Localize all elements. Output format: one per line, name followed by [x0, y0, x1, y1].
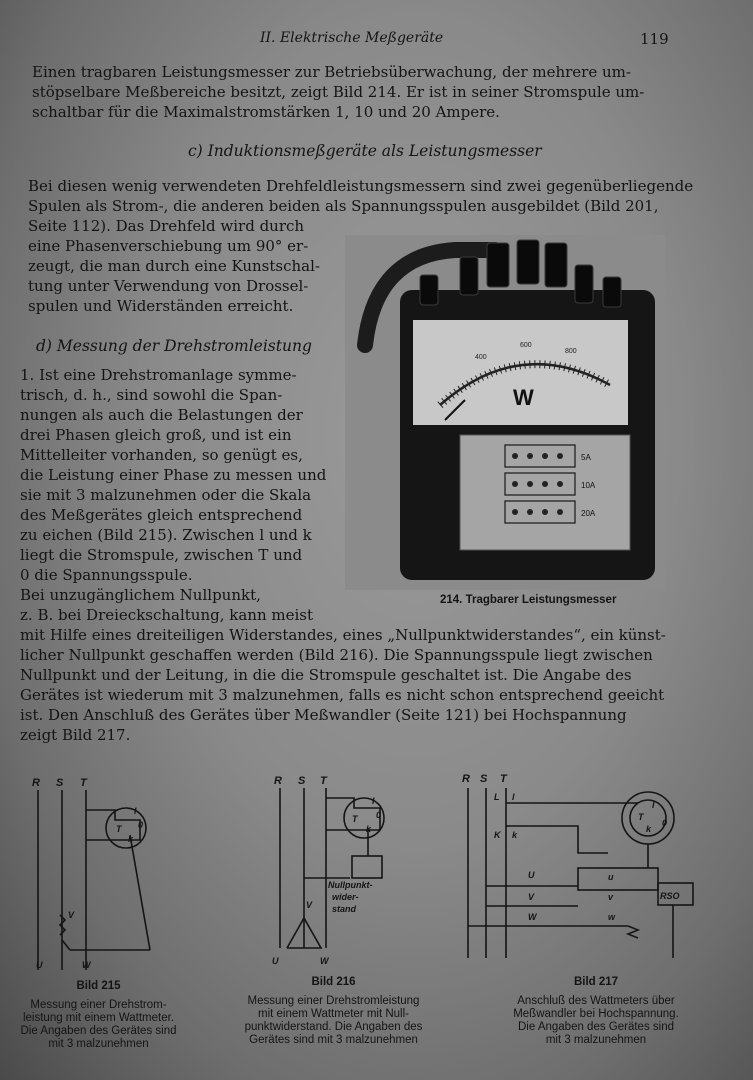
text-line: z. B. bei Dreieckschaltung, kann meist [20, 606, 314, 624]
text-line: Einen tragbaren Leistungsmesser zur Betriebsüberwachung, der mehrere um- [32, 63, 631, 81]
figure-title: Bild 215 [76, 980, 121, 992]
caption-line: mit 3 malzunehmen [545, 1034, 647, 1046]
running-title: II. Elektrische Meßgeräte [260, 30, 444, 46]
text-line: des Meßgerätes gleich entsprechend [20, 506, 303, 524]
coil-label: W [528, 912, 537, 922]
caption-line: Die Angaben des Gerätes sind [518, 1021, 674, 1033]
caption-line: mit einem Wattmeter mit Null- [257, 1008, 409, 1020]
phase-label: T [80, 777, 87, 789]
figure-caption-217 [480, 976, 712, 1047]
text-line: drei Phasen gleich groß, und ist ein [20, 426, 292, 444]
circuit-diagram-217 [458, 768, 698, 968]
text-line: zu eichen (Bild 215). Zwischen l und k [20, 526, 312, 544]
text-line: nungen als auch die Belastungen der [20, 406, 303, 424]
figure-caption-215 [6, 980, 191, 1051]
text-line: die Leistung einer Phase zu messen und [20, 466, 327, 484]
wattmeter-photo [345, 235, 665, 590]
coil-label: U [36, 960, 43, 970]
resistor-label: wider- [332, 892, 359, 902]
coil-label: U [272, 956, 279, 966]
range-label: 10A [581, 481, 596, 490]
range-plug-panel [460, 435, 630, 550]
meter-terminal-label: k [366, 824, 372, 834]
coil-label: U [528, 870, 535, 880]
ct-label: L [494, 792, 500, 802]
text-line: eine Phasenverschiebung um 90° er- [28, 237, 309, 255]
text-line: stöpselbare Meßbereiche besitzt, zeigt Bild 214. Er ist in seiner Stromspule um- [32, 83, 645, 101]
meter-terminal-label: T [638, 812, 644, 822]
text-line: mit Hilfe eines dreiteiligen Widerstandes, eines „Nullpunktwiderstandes“, ein künst- [20, 626, 666, 644]
text-line: 0 die Spannungsspule. [20, 566, 193, 584]
caption-line: Gerätes sind mit 3 malzunehmen [249, 1034, 418, 1046]
coil-label: W [320, 956, 329, 966]
section-d-heading: d) Messung der Drehstromleistung [36, 337, 312, 355]
intro-paragraph [32, 62, 644, 122]
caption-line: mit 3 malzunehmen [48, 1038, 149, 1050]
phase-label: T [320, 775, 327, 787]
meter-terminal-label: l [652, 800, 655, 810]
caption-line: Messung einer Drehstromleistung [247, 995, 420, 1007]
text-line: tung unter Verwendung von Drossel- [28, 277, 309, 295]
ct-label: l [512, 792, 515, 802]
meter-terminal-label: l [134, 806, 137, 816]
scale-label: 400 [475, 354, 487, 361]
text-line: zeigt Bild 217. [20, 726, 131, 744]
caption-line: punktwiderstand. Die Angaben des [244, 1021, 423, 1033]
resistor-label: stand [332, 904, 357, 914]
text-line: Spulen als Strom-, die anderen beiden als Spannungsspulen ausgebildet (Bild 201, [28, 197, 659, 215]
text-line: trisch, d. h., sind sowohl die Span- [20, 386, 283, 404]
ct-label: k [512, 830, 518, 840]
meter-terminal-label: T [116, 824, 122, 834]
text-line: zeugt, die man durch eine Kunstschal- [28, 257, 320, 275]
resistor-label: Nullpunkt- [328, 880, 373, 890]
caption-line: Messung einer Drehstrom- [30, 999, 167, 1011]
phase-label: S [56, 777, 64, 789]
text-line: schaltbar für die Maximalstromstärken 1, 10 und 20 Ampere. [32, 103, 500, 121]
meter-terminal-label: k [646, 824, 652, 834]
text-line: spulen und Widerständen erreicht. [28, 297, 294, 315]
text-line: Gerätes ist wiederum mit 3 malzunehmen, falls es nicht schon entsprechend geeicht [20, 686, 665, 704]
terminal-label: RSO [660, 891, 680, 901]
range-label: 5A [581, 453, 591, 462]
dial-letter: W [513, 385, 534, 410]
meter-terminal-label: 0 [138, 820, 144, 830]
range-label: 20A [581, 509, 596, 518]
circuit-diagram-216 [262, 768, 412, 973]
page-number: 119 [640, 30, 669, 48]
text-line: Mittelleiter vorhanden, so genügt es, [20, 446, 303, 464]
figure-title: Bild 216 [311, 976, 356, 988]
text-line: sie mit 3 malzunehmen oder die Skala [20, 486, 312, 504]
meter-terminal-label: k [128, 834, 134, 844]
text-line: Bei unzugänglichem Nullpunkt, [20, 586, 261, 604]
meter-terminal-label: 0 [662, 818, 668, 828]
phase-label: R [274, 775, 282, 787]
meter-terminal-label: 0 [376, 810, 382, 820]
phase-label: R [462, 773, 470, 785]
meter-terminal-label: T [352, 814, 358, 824]
circuit-diagram-215 [20, 770, 170, 975]
text-line: 1. Ist eine Drehstromanlage symme- [20, 366, 297, 384]
coil-label: v [608, 892, 614, 902]
text-line: Nullpunkt und der Leitung, in die die Stromspule geschaltet ist. Die Angabe des [20, 666, 632, 684]
coil-label: V [306, 900, 313, 910]
coil-label: w [608, 912, 616, 922]
figure-caption-216 [216, 976, 451, 1047]
text-line: ist. Den Anschluß des Gerätes über Meßwandler (Seite 121) bei Hochspannung [20, 706, 627, 724]
photo-caption: 214. Tragbarer Leistungsmesser [440, 594, 617, 606]
figure-title: Bild 217 [573, 976, 619, 988]
caption-line: Anschluß des Wattmeters über [517, 995, 675, 1007]
section-c-heading: c) Induktionsmeßgeräte als Leistungsmesser [188, 142, 542, 160]
caption-line: Meßwandler bei Hochspannung. [513, 1008, 679, 1020]
caption-line: Die Angaben des Gerätes sind [20, 1025, 177, 1037]
phase-label: S [480, 773, 488, 785]
text-line: Seite 112). Das Drehfeld wird durch [28, 217, 305, 235]
phase-label: R [32, 777, 40, 789]
coil-label: W [82, 960, 91, 970]
ct-label: K [494, 830, 501, 840]
phase-label: S [298, 775, 306, 787]
wattmeter-illustration [345, 235, 665, 590]
coil-label: V [528, 892, 535, 902]
phase-label: T [500, 773, 507, 785]
scale-label: 600 [520, 342, 532, 349]
scale-label: 800 [565, 348, 577, 355]
coil-label: V [68, 910, 75, 920]
text-line: licher Nullpunkt geschaffen werden (Bild 216). Die Spannungsspule liegt zwischen [20, 646, 653, 664]
caption-line: leistung mit einem Wattmeter. [22, 1012, 175, 1024]
text-line: liegt die Stromspule, zwischen T und [20, 546, 303, 564]
text-line: Bei diesen wenig verwendeten Drehfeldleistungsmessern sind zwei gegenüberliegende [28, 177, 694, 195]
meter-terminal-label: l [372, 796, 375, 806]
coil-label: u [608, 872, 614, 882]
